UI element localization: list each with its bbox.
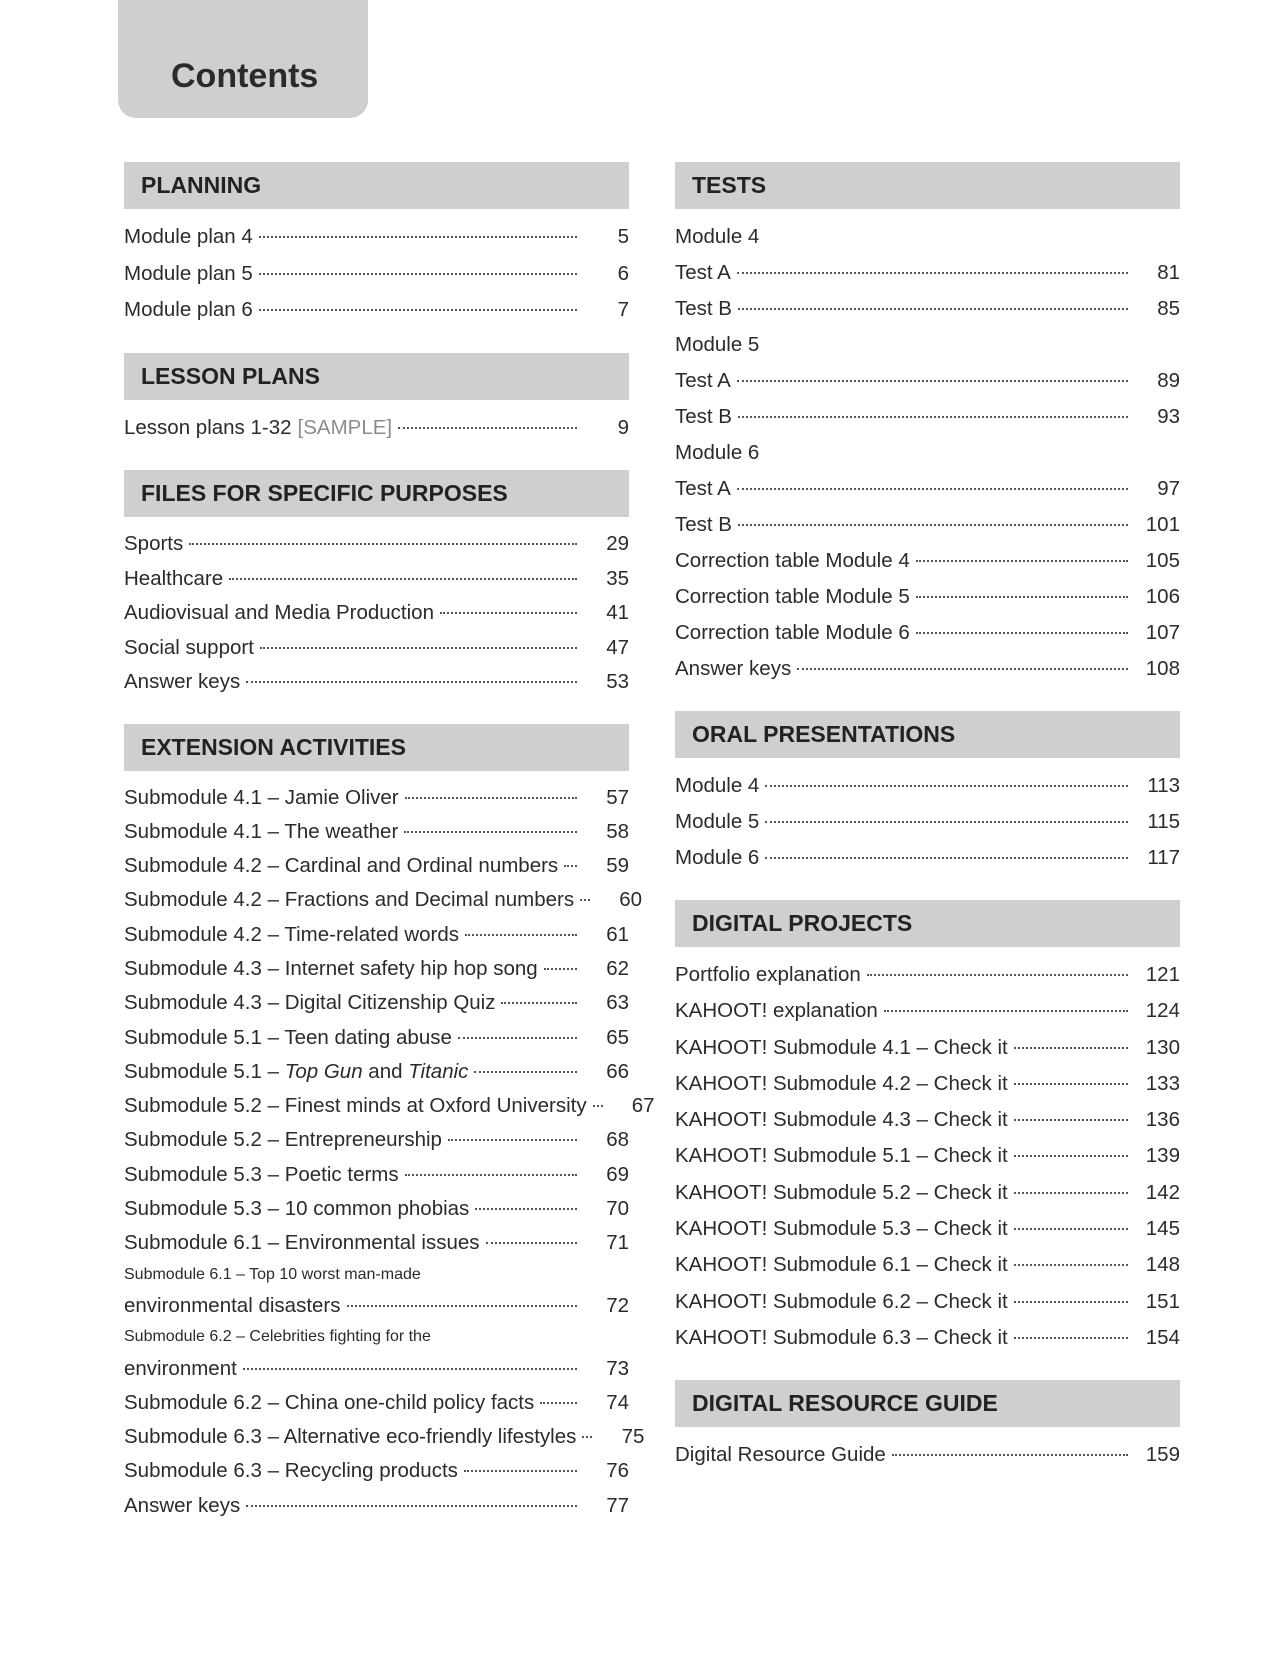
page-number: 124 [1145,999,1180,1023]
page-number: 73 [606,1356,629,1380]
toc-entry[interactable] [124,781,629,815]
toc-entry-title: KAHOOT! Submodule 4.1 – Check it [675,1035,1008,1059]
section-planning [124,162,629,329]
dot-leader [1014,1301,1128,1303]
page-title: Contents [118,0,368,118]
toc-entry-title: Answer keys [675,657,792,680]
toc-entry-line [124,1454,629,1488]
toc-entry-title: Lesson plans 1-32 [SAMPLE] [124,415,393,439]
section-tests [675,162,1180,687]
toc-entry-title: environment [124,1356,237,1380]
toc-entry[interactable] [675,768,1180,804]
toc-entry[interactable] [675,543,1180,579]
toc-entry-title: Submodule 5.3 – Poetic terms [124,1162,399,1186]
toc-entry[interactable] [124,1021,629,1055]
toc-entry-title: Module 6 [675,846,760,869]
toc-entry-title: KAHOOT! explanation [675,999,878,1023]
toc-entry-line [675,1138,1180,1174]
toc-entry-line [675,615,1180,651]
section-heading: TESTS [675,162,1180,209]
toc-entry-line [675,1247,1180,1283]
page-number: 97 [1157,477,1180,500]
section-heading: LESSON PLANS [124,353,629,400]
page-number: 5 [617,225,629,248]
page-number: 29 [606,532,629,555]
toc-entry-line [675,1030,1180,1066]
toc-entry-line [124,1420,645,1454]
toc-entry[interactable] [124,918,629,952]
page-number: 9 [617,415,629,439]
page-number: 71 [606,1231,629,1255]
toc-entry-line [124,527,629,562]
subheading-module-6: Module 6 [675,441,760,464]
page-number: 108 [1145,657,1180,680]
page-number: 70 [606,1197,629,1221]
toc-entry-title: KAHOOT! Submodule 6.3 – Check it [675,1325,1008,1349]
page-number: 145 [1145,1217,1180,1241]
toc-entry-line [675,579,1180,615]
page-number: 101 [1145,513,1180,536]
sample-note: [SAMPLE] [297,415,393,439]
section-heading: PLANNING [124,162,629,209]
toc-entry-line [124,1123,629,1157]
page-number: 69 [606,1162,629,1186]
dot-leader [540,1402,577,1404]
dot-leader [243,1368,577,1370]
toc-entry-line [124,1489,629,1523]
dot-leader [486,1242,577,1244]
toc-entry-title-line1: Submodule 6.1 – Top 10 worst man-made [124,1265,421,1283]
toc-entry-line [675,255,1180,291]
dot-leader [582,1436,592,1438]
dot-leader [738,308,1128,310]
toc-entry-title: Correction table Module 5 [675,585,910,608]
toc-entry-title: environmental disasters [124,1293,341,1317]
toc-entry-title: Audiovisual and Media Production [124,601,434,624]
toc-entry[interactable] [675,507,1180,543]
toc-entry-title: Submodule 5.3 – 10 common phobias [124,1197,470,1221]
toc-entry[interactable] [675,1138,1180,1174]
page-number: 65 [606,1025,629,1049]
toc-entry[interactable] [124,631,629,666]
toc-entry-title: Test A [675,369,731,392]
toc-entry-title: Module 5 [675,810,760,833]
section-heading: FILES FOR SPECIFIC PURPOSES [124,470,629,517]
dot-leader [246,1505,577,1507]
page-number: 139 [1145,1144,1180,1168]
toc-entry-line [675,768,1180,804]
dot-leader [259,309,577,311]
toc-entry-line [675,1320,1180,1356]
toc-entry-title: Submodule 4.1 – Jamie Oliver [124,785,399,809]
toc-entry-title: Test B [675,297,732,320]
toc-entry[interactable] [675,399,1180,435]
toc-entry[interactable] [124,219,629,256]
toc-entry[interactable] [675,1030,1180,1066]
subheading-module-4: Module 4 [675,225,760,248]
page-number: 105 [1145,549,1180,572]
toc-entry-line [124,1226,629,1260]
page-number: 106 [1145,585,1180,608]
page-number: 81 [1157,261,1180,284]
toc-entry[interactable] [124,292,629,329]
toc-entry[interactable] [675,1211,1180,1247]
toc-entry-line [124,596,629,631]
dot-leader [405,1174,577,1176]
toc-entry-line [675,1284,1180,1320]
toc-entry-line [675,651,1180,687]
page-number: 93 [1157,405,1180,428]
toc-entry-line [124,631,629,666]
page-number: 35 [606,566,629,590]
dot-leader [916,632,1128,634]
page-number: 74 [606,1390,629,1414]
toc-entry-line [124,665,629,700]
toc-entry-line [675,1066,1180,1102]
toc-entry-title: Submodule 5.1 – Top Gun and Titanic [124,1059,469,1083]
toc-entry-title: Test A [675,477,731,500]
dot-leader [229,578,577,580]
toc-entry-line [675,1437,1180,1473]
page-number: 130 [1145,1035,1180,1059]
toc-entry-title: Submodule 5.1 – Teen dating abuse [124,1025,452,1049]
toc-entry[interactable] [124,883,643,917]
page-number: 66 [606,1059,629,1083]
toc-entry[interactable] [124,596,629,631]
toc-entry[interactable] [124,986,629,1020]
toc-entry-line [675,840,1180,876]
toc-entry-line [124,256,629,293]
dot-leader [474,1071,577,1073]
page-number: 113 [1147,774,1180,797]
toc-entry-line [124,410,629,447]
page-number: 6 [617,261,629,285]
toc-entry-title: Test B [675,513,732,536]
toc-entry-title: Answer keys [124,1493,241,1517]
dot-leader [448,1139,577,1141]
page-number: 72 [606,1293,629,1317]
page-number: 60 [619,888,643,912]
page-number: 63 [606,991,629,1015]
toc-entry-line [124,918,629,952]
toc-entry[interactable] [675,579,1180,615]
dot-leader [884,1010,1128,1012]
toc-entry-title: KAHOOT! Submodule 4.2 – Check it [675,1071,1008,1095]
toc-entry-title: KAHOOT! Submodule 5.2 – Check it [675,1180,1008,1204]
toc-entry-line [675,291,1180,327]
toc-entry-line [124,1352,629,1386]
toc-entry-line [124,849,629,883]
dot-leader [1014,1228,1128,1230]
toc-entry-title: KAHOOT! Submodule 5.1 – Check it [675,1144,1008,1168]
section-extension-activities [124,724,655,1524]
dot-leader [398,427,577,429]
toc-entry-title: Answer keys [124,670,241,693]
toc-entry-title: Submodule 4.3 – Digital Citizenship Quiz [124,991,496,1015]
toc-entry-line [675,1102,1180,1138]
toc-entry-line [675,993,1180,1029]
dot-leader [501,1002,577,1004]
toc-entry-line [124,1289,629,1323]
page-number: 89 [1157,369,1180,392]
page-number: 7 [617,298,629,321]
toc-entry[interactable] [124,1158,629,1192]
toc-entry-title: Submodule 4.2 – Cardinal and Ordinal numbers [124,854,559,878]
toc-entry-line [675,1175,1180,1211]
dot-leader [1014,1083,1128,1085]
section-heading: DIGITAL PROJECTS [675,900,1180,947]
dot-leader [593,1105,603,1107]
toc-entry-title: Module 4 [675,774,760,797]
toc-entry-title: Submodule 5.2 – Finest minds at Oxford University [124,1094,587,1118]
toc-entry-title: Digital Resource Guide [675,1443,886,1467]
page-number: 58 [606,819,629,843]
toc-entry-title: Submodule 6.2 – China one-child policy facts [124,1390,535,1414]
dot-leader [1014,1155,1128,1157]
toc-entry-title: Module plan 5 [124,261,253,285]
toc-entry-line [124,1021,629,1055]
toc-entry-line [124,1158,629,1192]
toc-entry-line [124,1055,629,1089]
toc-entry[interactable] [675,1320,1180,1356]
toc-entry-line [675,957,1180,993]
toc-entry-title: Submodule 6.3 – Recycling products [124,1459,458,1483]
toc-entry[interactable] [675,1102,1180,1138]
toc-entry-line [675,399,1180,435]
toc-entry-title: Submodule 6.1 – Environmental issues [124,1231,480,1255]
section-heading: EXTENSION ACTIVITIES [124,724,629,771]
page-number: 154 [1145,1325,1180,1349]
section-heading: DIGITAL RESOURCE GUIDE [675,1380,1180,1427]
toc-entry-line [124,815,629,849]
dot-leader [564,865,577,867]
dot-leader [260,647,577,649]
section-oral-presentations [675,711,1180,876]
toc-entry[interactable] [675,1175,1180,1211]
dot-leader [737,380,1128,382]
dot-leader [867,974,1128,976]
page-number: 75 [621,1425,645,1449]
dot-leader [916,596,1128,598]
toc-entry[interactable] [675,471,1180,507]
toc-entry-title: Correction table Module 6 [675,621,910,644]
page-number: 62 [606,956,629,980]
toc-entry[interactable] [124,849,629,883]
dot-leader [737,488,1128,490]
toc-entry-line [675,1211,1180,1247]
toc-entry-line [675,471,1180,507]
page-number: 85 [1157,297,1180,320]
dot-leader [404,831,577,833]
italic-title: Titanic [408,1059,469,1083]
toc-entry[interactable] [124,1454,629,1488]
dot-leader [259,273,577,275]
section-digital-projects [675,900,1180,1356]
page-number: 142 [1145,1180,1180,1204]
toc-entry[interactable] [124,562,629,597]
page-number: 136 [1145,1108,1180,1132]
toc-entry[interactable] [675,804,1180,840]
dot-leader [259,236,577,238]
toc-entry-line [124,219,629,256]
toc-entry[interactable] [124,815,629,849]
dot-leader [916,560,1128,562]
section-lesson-plans [124,353,629,447]
page-number: 133 [1145,1071,1180,1095]
dot-leader [1014,1047,1128,1049]
toc-entry[interactable] [675,291,1180,327]
toc-entry-title: Submodule 4.2 – Fractions and Decimal numbers [124,888,575,912]
toc-entry-title: Submodule 5.2 – Entrepreneurship [124,1128,442,1152]
toc-entry[interactable] [675,1284,1180,1320]
right-column [675,162,1180,1497]
toc-entry-line [124,883,643,917]
toc-entry-line [124,952,629,986]
toc-entry[interactable] [124,1192,629,1226]
toc-entry-title: Submodule 4.2 – Time-related words [124,922,460,946]
toc-entry[interactable] [124,1089,655,1123]
section-heading: ORAL PRESENTATIONS [675,711,1180,758]
dot-leader [1014,1192,1128,1194]
toc-entry-line [675,507,1180,543]
toc-entry[interactable] [675,993,1180,1029]
page-number: 148 [1145,1253,1180,1277]
dot-leader [246,681,577,683]
dot-leader [347,1305,578,1307]
toc-entry-title: Healthcare [124,566,224,590]
page-number: 115 [1147,810,1180,833]
dot-leader [892,1454,1128,1456]
dot-leader [580,899,590,901]
page-number: 67 [631,1094,655,1118]
toc-entry[interactable] [124,410,629,447]
dot-leader [737,272,1128,274]
dot-leader [1014,1337,1128,1339]
toc-entry[interactable] [124,1226,629,1260]
toc-entry[interactable] [675,957,1180,993]
page-number: 159 [1145,1443,1180,1467]
toc-entry[interactable] [124,527,629,562]
toc-entry-title: Submodule 4.1 – The weather [124,819,399,843]
page-number: 53 [606,670,629,693]
dot-leader [475,1208,577,1210]
toc-entry[interactable] [124,1420,645,1454]
dot-leader [765,857,1128,859]
toc-entry-line [675,804,1180,840]
toc-entry-title: KAHOOT! Submodule 4.3 – Check it [675,1108,1008,1132]
toc-entry-title: KAHOOT! Submodule 5.3 – Check it [675,1217,1008,1241]
toc-entry-title: KAHOOT! Submodule 6.2 – Check it [675,1289,1008,1313]
dot-leader [440,612,577,614]
toc-entry-line [124,781,629,815]
page-number: 151 [1145,1289,1180,1313]
toc-entry-title-line1: Submodule 6.2 – Celebrities fighting for the [124,1328,431,1346]
page-number: 77 [606,1493,629,1517]
toc-entry-line [124,1192,629,1226]
toc-entry-title: Portfolio explanation [675,963,861,986]
toc-entry-title: Module plan 6 [124,298,253,321]
toc-entry-title: Submodule 4.3 – Internet safety hip hop song [124,956,538,980]
section-digital-resource-guide [675,1380,1180,1473]
toc-entry[interactable] [675,615,1180,651]
italic-title: Top Gun [284,1059,363,1083]
toc-entry-title: Correction table Module 4 [675,549,910,572]
dot-leader [1014,1119,1128,1121]
dot-leader [465,934,577,936]
section-files-for-specific-purposes [124,470,629,700]
toc-entry-title: Test A [675,261,731,284]
dot-leader [405,797,577,799]
dot-leader [765,821,1128,823]
dot-leader [797,668,1128,670]
toc-entry-line [675,363,1180,399]
toc-entry[interactable] [124,1489,629,1523]
toc-entry[interactable] [124,1123,629,1157]
page-number: 76 [606,1459,629,1483]
toc-entry-line [124,1386,629,1420]
page-number: 68 [606,1128,629,1152]
dot-leader [765,785,1128,787]
toc-entry-line [124,562,629,597]
toc-entry[interactable] [124,1323,629,1386]
toc-entry-title: Module plan 4 [124,225,253,248]
toc-entry-line [124,986,629,1020]
dot-leader [738,524,1128,526]
dot-leader [189,543,577,545]
toc-entry[interactable] [124,665,629,700]
toc-entry[interactable] [124,1261,629,1324]
toc-entry-title: Sports [124,532,184,555]
toc-entry[interactable] [124,1386,629,1420]
toc-entry-line [124,292,629,329]
dot-leader [544,968,577,970]
page-number: 41 [606,601,629,624]
toc-entry-line [675,543,1180,579]
dot-leader [464,1470,577,1472]
toc-entry-title: Test B [675,405,732,428]
toc-entry[interactable] [675,363,1180,399]
toc-entry[interactable] [675,1247,1180,1283]
page-number: 47 [606,635,629,659]
toc-entry[interactable] [124,1055,629,1089]
page-number: 59 [606,854,629,878]
toc-entry[interactable] [675,255,1180,291]
toc-entry[interactable] [675,840,1180,876]
page-number: 121 [1145,963,1180,986]
toc-entry[interactable] [675,1066,1180,1102]
toc-entry[interactable] [675,651,1180,687]
toc-entry-title: KAHOOT! Submodule 6.1 – Check it [675,1253,1008,1277]
toc-entry[interactable] [124,952,629,986]
dot-leader [458,1037,577,1039]
page-number: 61 [606,922,629,946]
toc-entry-title: Social support [124,635,254,659]
page-number: 107 [1145,621,1180,644]
toc-entry[interactable] [675,1437,1180,1473]
dot-leader [1014,1264,1128,1266]
subheading-module-5: Module 5 [675,333,760,356]
page-number: 57 [606,785,629,809]
page-number: 117 [1147,846,1180,869]
toc-entry-line [124,1089,655,1123]
left-column [124,162,655,1547]
dot-leader [738,416,1128,418]
toc-entry[interactable] [124,256,629,293]
toc-entry-title: Submodule 6.3 – Alternative eco-friendly lifestyles [124,1425,577,1449]
